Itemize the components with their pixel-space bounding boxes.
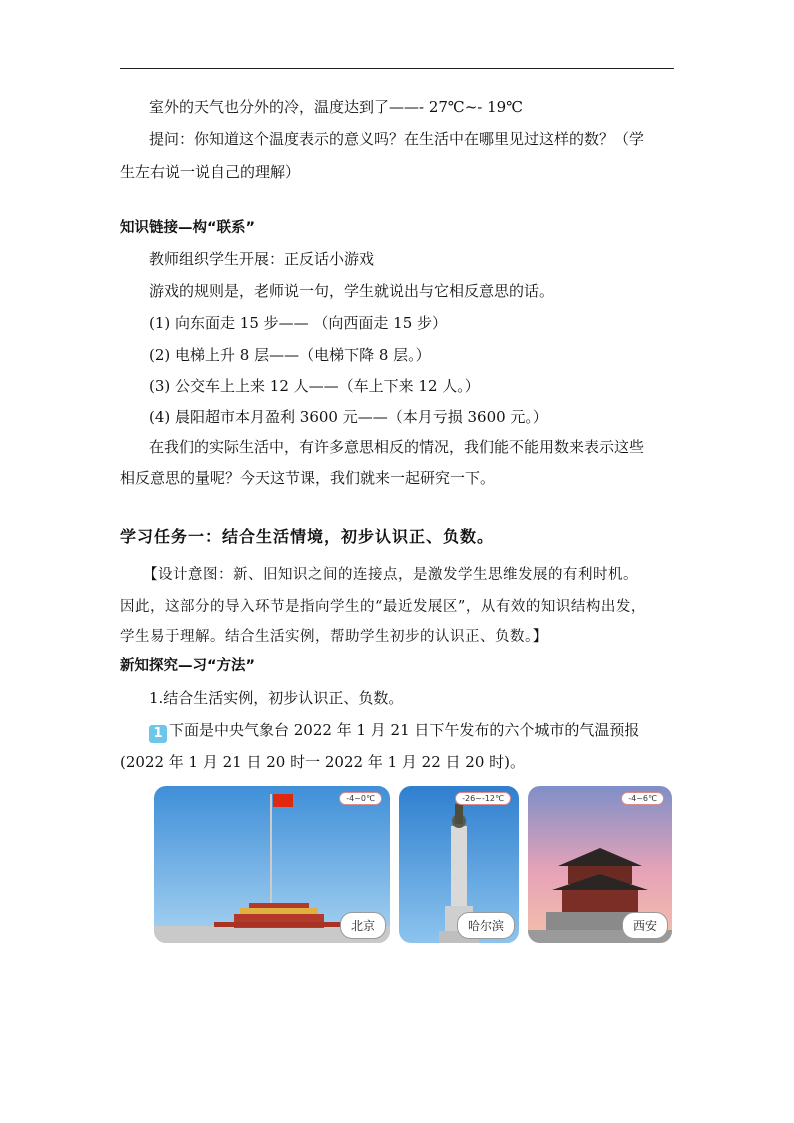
text-line: 1.结合生活实例，初步认识正、负数。	[149, 689, 404, 707]
question-text: 下面是中央气象台 2022 年 1 月 21 日下午发布的六个城市的气温预报	[169, 721, 640, 739]
question-line	[149, 720, 709, 743]
design-note-line: 【设计意图：新、旧知识之间的连接点，是激发学生思维发展的有利时机。	[143, 567, 638, 583]
list-item: (3) 公交车上上来 12 人——（车上下来 12 人。）	[149, 377, 480, 395]
city-label: 哈尔滨	[457, 912, 515, 939]
number-badge-icon: 1	[149, 725, 167, 743]
question-line: (2022 年 1 月 21 日 20 时一 2022 年 1 月 22 日 20 时)。	[120, 753, 526, 771]
header-rule	[120, 68, 674, 69]
design-note-line: 因此，这部分的导入环节是指向学生的“最近发展区”，从有效的知识结构出发，	[120, 599, 646, 615]
xian-photo	[528, 786, 672, 943]
design-note-line: 学生易于理解。结合生活实例，帮助学生初步的认识正、负数。】	[120, 629, 548, 645]
list-item: (2) 电梯上升 8 层——（电梯下降 8 层。）	[149, 346, 431, 364]
section-heading: 新知探究—习“方法”	[120, 658, 256, 674]
temperature-badge: -4~0℃	[339, 792, 382, 805]
text-line: 游戏的规则是，老师说一句，学生就说出与它相反意思的话。	[149, 282, 555, 300]
text-line: 生左右说一说自己的理解）	[120, 163, 301, 181]
city-label: 北京	[340, 912, 386, 939]
temperature-badge: -4~6℃	[621, 792, 664, 805]
city-label: 西安	[622, 912, 668, 939]
text-line: 室外的天气也分外的冷，温度达到了——- 27℃~- 19℃	[149, 98, 523, 116]
text-line: 在我们的实际生活中，有许多意思相反的情况，我们能不能用数来表示这些	[149, 438, 645, 456]
text-line: 相反意思的量呢？今天这节课，我们就来一起研究一下。	[120, 469, 496, 487]
text-line: 教师组织学生开展：正反话小游戏	[149, 250, 375, 268]
beijing-photo	[154, 786, 390, 943]
temperature-badge: -26~-12℃	[455, 792, 511, 805]
task-heading: 学习任务一：结合生活情境，初步认识正、负数。	[120, 527, 495, 546]
list-item: (4) 晨阳超市本月盈利 3600 元——（本月亏损 3600 元。）	[149, 408, 548, 426]
text-line: 提问：你知道这个温度表示的意义吗？在生活中在哪里见过这样的数？（学	[149, 130, 645, 148]
harbin-photo	[399, 786, 519, 943]
section-heading: 知识链接—构“联系”	[120, 220, 256, 236]
list-item: (1) 向东面走 15 步—— （向西面走 15 步）	[149, 314, 448, 332]
